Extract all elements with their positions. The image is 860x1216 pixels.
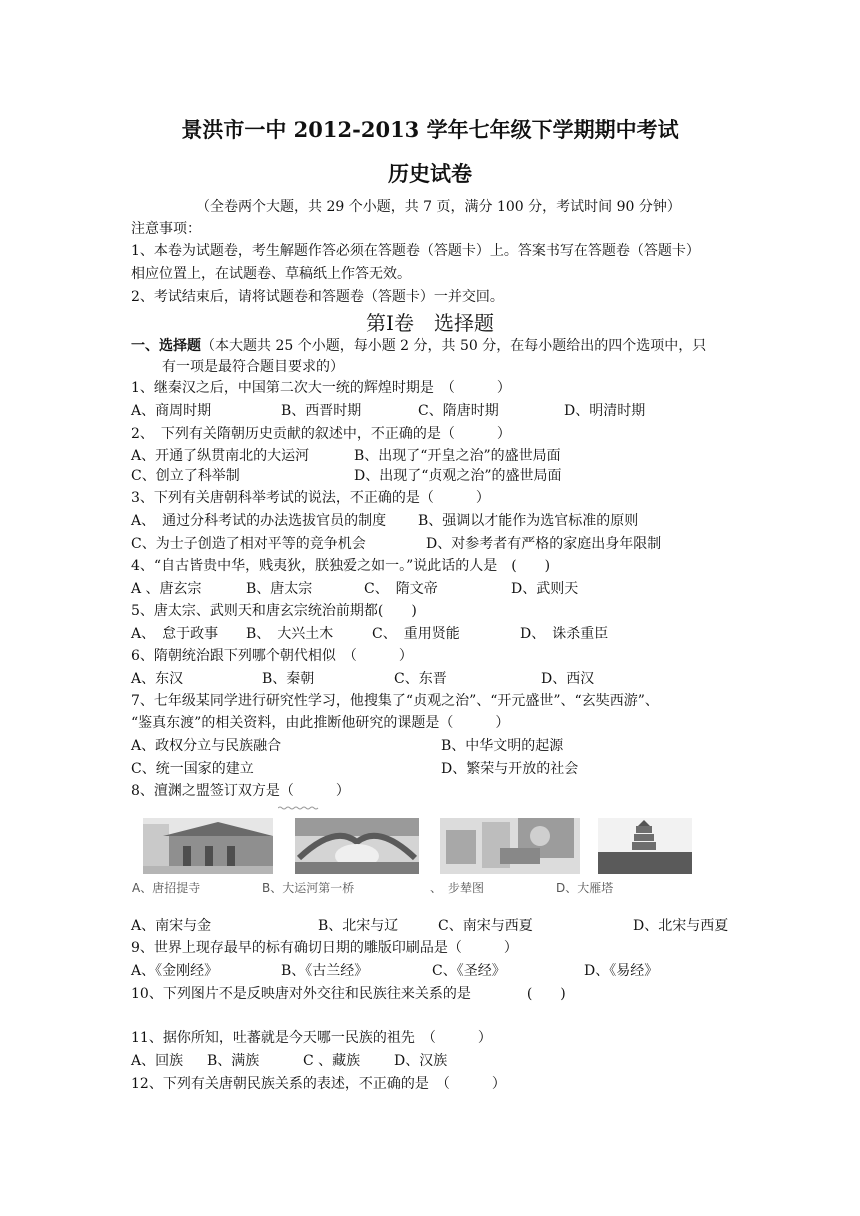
exam-subtitle: 历史试卷 — [388, 161, 472, 186]
caption-d: D、大雁塔 — [556, 881, 614, 895]
q9-option-c: C、《圣经》 — [432, 963, 506, 979]
q8-option-c: C、南宋与西夏 — [438, 918, 533, 934]
pagoda-image — [598, 818, 692, 874]
notice-item-1: 1、本卷为试题卷，考生解题作答必须在答题卷（答题卡）上。答案书写在答题卷（答题卡） — [131, 243, 700, 259]
q3-option-a: A、 通过分科考试的办法选拔官员的制度 — [131, 513, 387, 529]
q1-option-d: D、明清时期 — [564, 403, 646, 419]
q9-option-b: B、《古兰经》 — [281, 963, 369, 979]
section-desc-line1: （本大题共 25 个小题，每小题 2 分，共 50 分，在每小题给出的四个选项中，只 — [201, 338, 707, 354]
question-1: 1、继秦汉之后，中国第二次大一统的辉煌时期是 （ ） — [131, 380, 511, 396]
q5-option-b: B、 大兴土木 — [246, 626, 334, 642]
q11-option-b: B、满族 — [207, 1053, 260, 1069]
q7-option-b: B、中华文明的起源 — [441, 738, 564, 754]
question-4: 4、“自古皆贵中华，贱夷狄，朕独爱之如一。”说此话的人是 ( ) — [131, 558, 551, 574]
section-title: 第Ⅰ卷 选择题 — [366, 311, 494, 335]
q1-option-a: A、商周时期 — [131, 403, 212, 419]
question-9: 9、世界上现存最早的标有确切日期的雕版印刷品是（ ） — [131, 940, 518, 956]
q4-option-c: C、 隋文帝 — [364, 581, 438, 597]
q1-option-b: B、西晋时期 — [281, 403, 362, 419]
question-2: 2、 下列有关隋朝历史贡献的叙述中，不正确的是（ ） — [131, 426, 511, 442]
question-3: 3、下列有关唐朝科举考试的说法，不正确的是（ ） — [131, 490, 490, 506]
q3-option-d: D、对参考者有严格的家庭出身年限制 — [426, 536, 662, 552]
q6-option-a: A、东汉 — [131, 671, 184, 687]
q9-option-d: D、《易经》 — [584, 963, 659, 979]
section-label: 一、选择题 — [131, 338, 201, 354]
q5-option-d: D、 诛杀重臣 — [520, 626, 609, 642]
section-desc-line2: 有一项是最符合题目要求的） — [162, 359, 344, 375]
temple-image — [143, 818, 273, 874]
q1-option-c: C、隋唐时期 — [418, 403, 499, 419]
caption-b: B、大运河第一桥 — [262, 881, 355, 895]
q4-option-b: B、唐太宗 — [246, 581, 313, 597]
q2-option-b: B、出现了“开皇之治”的盛世局面 — [354, 448, 561, 464]
question-10: 10、下列图片不是反映唐对外交往和民族往来关系的是 ( ) — [131, 986, 566, 1002]
q5-option-a: A、 怠于政事 — [131, 626, 219, 642]
q6-option-c: C、东晋 — [394, 671, 447, 687]
q3-option-b: B、强调以才能作为选官标准的原则 — [418, 513, 639, 529]
exam-title: 景洪市一中 2012-2013 学年七年级下学期期中考试 — [181, 117, 679, 142]
q8-option-d: D、北宋与西夏 — [633, 918, 729, 934]
question-6: 6、隋朝统治跟下列哪个朝代相似 （ ） — [131, 648, 413, 664]
q6-option-d: D、西汉 — [541, 671, 595, 687]
question-5: 5、唐太宗、武则天和唐玄宗统治前期都( ) — [131, 603, 417, 619]
question-12: 12、下列有关唐朝民族关系的表述，不正确的是 （ ） — [131, 1076, 506, 1092]
q6-option-b: B、秦朝 — [262, 671, 315, 687]
caption-c: 、 步辇图 — [430, 881, 485, 895]
wavy-mark — [278, 806, 320, 810]
question-8: 8、澶渊之盟签订双方是（ ） — [131, 783, 350, 799]
bridge-image — [295, 818, 419, 874]
q2-option-a: A、开通了纵贯南北的大运河 — [131, 448, 310, 464]
q4-option-a: A 、唐玄宗 — [131, 581, 202, 597]
q2-option-c: C、创立了科举制 — [131, 468, 240, 484]
q4-option-d: D、武则天 — [511, 581, 579, 597]
question-7-cont: “鉴真东渡”的相关资料，由此推断他研究的课题是（ ） — [131, 715, 510, 731]
exam-info: （全卷两个大题，共 29 个小题，共 7 页，满分 100 分，考试时间 90 分钟） — [196, 199, 681, 215]
q8-option-b: B、北宋与辽 — [318, 918, 399, 934]
notice-heading: 注意事项： — [131, 221, 201, 237]
question-7: 7、七年级某同学进行研究性学习，他搜集了“贞观之治”、“开元盛世”、“玄奘西游”、 — [131, 693, 659, 709]
q9-option-a: A、《金刚经》 — [131, 963, 219, 979]
painting-image — [440, 818, 580, 874]
notice-item-2: 2、考试结束后，请将试题卷和答题卷（答题卡）一并交回。 — [131, 289, 504, 305]
q8-option-a: A、南宋与金 — [131, 918, 212, 934]
notice-item-1-cont: 相应位置上，在试题卷、草稿纸上作答无效。 — [131, 266, 411, 282]
q11-option-a: A、回族 — [131, 1053, 184, 1069]
section-desc — [131, 336, 706, 356]
q7-option-c: C、统一国家的建立 — [131, 761, 254, 777]
q7-option-d: D、繁荣与开放的社会 — [441, 761, 579, 777]
q3-option-c: C、为士子创造了相对平等的竞争机会 — [131, 536, 366, 552]
q11-option-d: D、汉族 — [394, 1053, 448, 1069]
q5-option-c: C、 重用贤能 — [372, 626, 460, 642]
caption-a: A、唐招提寺 — [132, 881, 201, 895]
q11-option-c: C 、藏族 — [303, 1053, 361, 1069]
q7-option-a: A、政权分立与民族融合 — [131, 738, 282, 754]
question-11: 11、据你所知，吐蕃就是今天哪一民族的祖先 （ ） — [131, 1030, 492, 1046]
q2-option-d: D、出现了“贞观之治”的盛世局面 — [354, 468, 562, 484]
